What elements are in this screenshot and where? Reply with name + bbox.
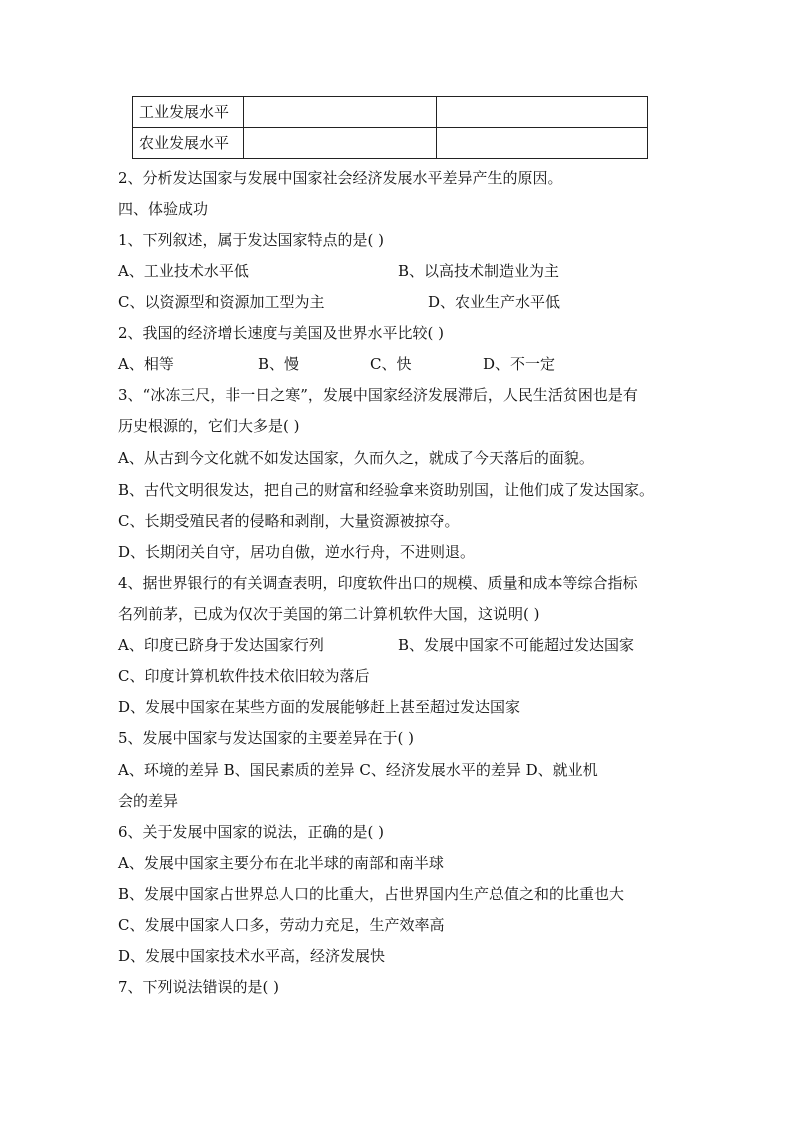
table-cell — [437, 128, 648, 159]
table-cell — [437, 97, 648, 128]
question-2-option-d: D、不一定 — [483, 355, 556, 373]
question-6-option-b: B、发展中国家占世界总人口的比重大，占世界国内生产总值之和的比重也大 — [118, 885, 625, 903]
question-2-option-c: C、快 — [370, 355, 412, 373]
question-1-stem: 1、下列叙述，属于发达国家特点的是( ) — [118, 231, 385, 249]
question-3-option-a: A、从古到今文化就不如发达国家，久而久之，就成了今天落后的面貌。 — [118, 449, 594, 467]
question-6-option-c: C、发展中国家人口多，劳动力充足，生产效率高 — [118, 916, 445, 934]
table-row — [133, 97, 648, 128]
table-cell-label: 农业发展水平 — [133, 128, 244, 159]
table-cell-label: 工业发展水平 — [133, 97, 244, 128]
question-3-option-b: B、古代文明很发达，把自己的财富和经验拿来资助别国，让他们成了发达国家。 — [118, 481, 655, 499]
table-cell — [244, 128, 437, 159]
question-3-option-d: D、长期闭关自守，居功自傲，逆水行舟，不进则退。 — [118, 543, 476, 561]
comparison-table — [132, 96, 648, 159]
question-2-option-b: B、慢 — [258, 355, 300, 373]
analysis-question: 2、分析发达国家与发展中国家社会经济发展水平差异产生的原因。 — [118, 169, 563, 187]
question-4-stem-line2: 名列前茅，已成为仅次于美国的第二计算机软件大国，这说明( ) — [118, 605, 540, 623]
question-4-option-a: A、印度已跻身于发达国家行列 — [118, 636, 324, 654]
question-3-stem-line1: 3、“冰冻三尺，非一日之寒”，发展中国家经济发展滞后，人民生活贫困也是有 — [118, 386, 638, 404]
question-5-options-line2: 会的差异 — [118, 792, 179, 810]
question-2-option-a: A、相等 — [118, 355, 174, 373]
question-1-option-d: D、农业生产水平低 — [428, 293, 561, 311]
question-4-option-d: D、发展中国家在某些方面的发展能够赶上甚至超过发达国家 — [118, 698, 521, 716]
question-6-option-a: A、发展中国家主要分布在北半球的南部和南半球 — [118, 854, 444, 872]
question-4-option-c: C、印度计算机软件技术依旧较为落后 — [118, 667, 370, 685]
question-3-option-c: C、长期受殖民者的侵略和剥削，大量资源被掠夺。 — [118, 512, 460, 530]
question-5-stem: 5、发展中国家与发达国家的主要差异在于( ) — [118, 729, 415, 747]
question-2-stem: 2、我国的经济增长速度与美国及世界水平比较( ) — [118, 324, 445, 342]
question-5-options-line1: A、环境的差异 B、国民素质的差异 C、经济发展水平的差异 D、就业机 — [118, 761, 598, 779]
question-6-stem: 6、关于发展中国家的说法，正确的是( ) — [118, 823, 385, 841]
section-title: 四、体验成功 — [118, 200, 209, 218]
question-7-stem: 7、下列说法错误的是( ) — [118, 978, 280, 996]
question-6-option-d: D、发展中国家技术水平高，经济发展快 — [118, 947, 386, 965]
table-row — [133, 128, 648, 159]
table-cell — [244, 97, 437, 128]
question-4-stem-line1: 4、据世界银行的有关调查表明，印度软件出口的规模、质量和成本等综合指标 — [118, 574, 638, 592]
question-1-option-a: A、工业技术水平低 — [118, 262, 249, 280]
question-3-stem-line2: 历史根源的，它们大多是( ) — [118, 417, 300, 435]
question-1-option-b: B、以高技术制造业为主 — [398, 262, 560, 280]
question-4-option-b: B、发展中国家不可能超过发达国家 — [398, 636, 635, 654]
question-1-option-c: C、以资源型和资源加工型为主 — [118, 293, 325, 311]
